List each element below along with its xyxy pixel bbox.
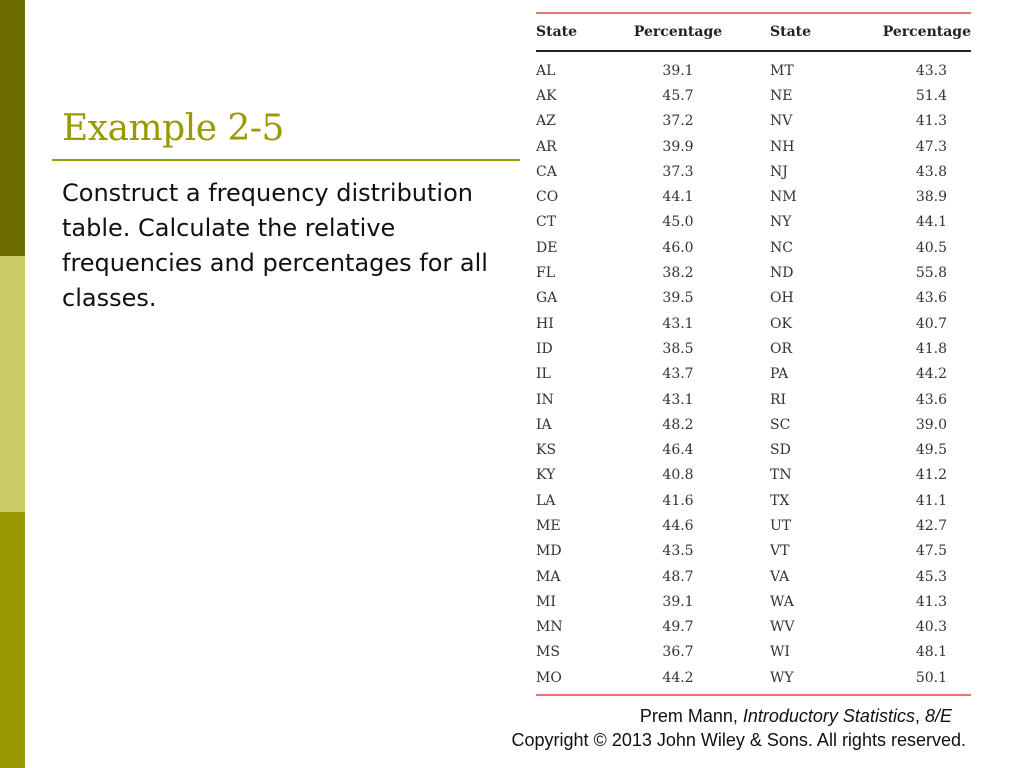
cell-state-2: RI bbox=[770, 391, 787, 408]
cell-percentage-2: 41.1 bbox=[915, 492, 947, 509]
cell-percentage-2: 41.8 bbox=[915, 340, 947, 357]
table-row bbox=[536, 539, 971, 564]
cell-state-2: NE bbox=[770, 87, 793, 104]
table-row bbox=[536, 387, 971, 412]
table-row bbox=[536, 362, 971, 387]
cell-percentage-1: 46.0 bbox=[662, 239, 694, 256]
table-row bbox=[536, 109, 971, 134]
cell-percentage-1: 37.2 bbox=[662, 113, 694, 130]
cell-state-1: GA bbox=[536, 290, 558, 307]
cell-percentage-2: 43.8 bbox=[915, 163, 947, 180]
cell-state-2: ND bbox=[770, 265, 794, 282]
cell-state-2: WY bbox=[770, 669, 794, 686]
cell-percentage-2: 43.6 bbox=[915, 290, 947, 307]
cell-percentage-2: 39.0 bbox=[915, 416, 947, 433]
cell-percentage-1: 38.5 bbox=[662, 340, 694, 357]
cell-state-1: DE bbox=[536, 239, 558, 256]
cell-state-2: NH bbox=[770, 138, 795, 155]
cell-percentage-2: 45.3 bbox=[915, 568, 947, 585]
cell-percentage-2: 47.5 bbox=[915, 543, 947, 560]
cell-state-1: MS bbox=[536, 644, 560, 661]
cell-percentage-2: 41.2 bbox=[915, 467, 947, 484]
cell-state-1: CA bbox=[536, 163, 557, 180]
table-row bbox=[536, 311, 971, 336]
cell-percentage-2: 51.4 bbox=[915, 87, 947, 104]
table-row bbox=[536, 564, 971, 589]
slide-body-text: Construct a frequency distribution table. Calculate the relative frequencies and percentages for all classes. bbox=[62, 179, 488, 312]
cell-percentage-1: 36.7 bbox=[662, 644, 694, 661]
cell-state-2: TN bbox=[770, 467, 792, 484]
cell-state-2: SC bbox=[770, 416, 791, 433]
cell-state-1: IL bbox=[536, 366, 551, 383]
cell-state-1: AL bbox=[536, 62, 556, 79]
table-row bbox=[536, 589, 971, 614]
table-row bbox=[536, 513, 971, 538]
cell-state-2: MT bbox=[770, 62, 794, 79]
cell-percentage-1: 43.1 bbox=[662, 391, 694, 408]
cell-state-1: KS bbox=[536, 442, 557, 459]
cell-state-1: FL bbox=[536, 265, 556, 282]
table-header-row bbox=[536, 14, 971, 51]
header-percentage-2: Percentage bbox=[784, 14, 971, 51]
table-row bbox=[536, 286, 971, 311]
side-bar-middle bbox=[0, 256, 25, 512]
cell-state-2: WV bbox=[770, 619, 795, 636]
cell-percentage-1: 39.5 bbox=[662, 290, 694, 307]
cell-percentage-1: 49.7 bbox=[662, 619, 694, 636]
cell-percentage-2: 49.5 bbox=[915, 442, 947, 459]
side-bar-bottom bbox=[0, 512, 25, 768]
cell-state-2: TX bbox=[770, 492, 790, 509]
table-row bbox=[536, 134, 971, 159]
cell-state-2: NC bbox=[770, 239, 793, 256]
cell-percentage-2: 50.1 bbox=[915, 669, 947, 686]
state-percentage-table bbox=[536, 14, 971, 690]
table-row bbox=[536, 210, 971, 235]
cell-percentage-2: 40.3 bbox=[915, 619, 947, 636]
cell-state-2: NM bbox=[770, 189, 797, 206]
header-state-2: State bbox=[724, 14, 784, 51]
cell-percentage-2: 41.3 bbox=[915, 593, 947, 610]
credit-footer bbox=[512, 704, 966, 752]
cell-state-2: PA bbox=[770, 366, 789, 383]
cell-percentage-1: 39.1 bbox=[662, 62, 694, 79]
cell-percentage-2: 55.8 bbox=[915, 265, 947, 282]
table-row bbox=[536, 488, 971, 513]
cell-state-1: AZ bbox=[536, 113, 556, 130]
header-state-1: State bbox=[536, 14, 632, 51]
cell-percentage-1: 41.6 bbox=[662, 492, 694, 509]
cell-percentage-2: 47.3 bbox=[915, 138, 947, 155]
cell-percentage-2: 40.5 bbox=[915, 239, 947, 256]
cell-percentage-1: 39.9 bbox=[662, 138, 694, 155]
cell-state-2: WA bbox=[770, 593, 794, 610]
cell-percentage-1: 38.2 bbox=[662, 265, 694, 282]
cell-state-1: MI bbox=[536, 593, 556, 610]
cell-percentage-2: 40.7 bbox=[915, 315, 947, 332]
table-row bbox=[536, 235, 971, 260]
table-row bbox=[536, 412, 971, 437]
cell-state-2: VT bbox=[770, 543, 790, 560]
credit-book: Introductory Statistics bbox=[742, 706, 915, 726]
cell-percentage-1: 39.1 bbox=[662, 593, 694, 610]
cell-percentage-1: 43.7 bbox=[662, 366, 694, 383]
cell-state-1: IA bbox=[536, 416, 552, 433]
table-row bbox=[536, 463, 971, 488]
table-row bbox=[536, 184, 971, 209]
cell-state-2: OH bbox=[770, 290, 794, 307]
side-bar-top bbox=[0, 0, 25, 256]
table-row bbox=[536, 665, 971, 690]
cell-percentage-1: 45.7 bbox=[662, 87, 694, 104]
cell-state-1: AK bbox=[536, 87, 557, 104]
cell-state-2: OK bbox=[770, 315, 792, 332]
title-underline bbox=[52, 159, 520, 161]
table-row bbox=[536, 159, 971, 184]
cell-percentage-2: 43.3 bbox=[915, 62, 947, 79]
cell-percentage-2: 38.9 bbox=[915, 189, 947, 206]
cell-state-2: NY bbox=[770, 214, 792, 231]
cell-percentage-1: 48.2 bbox=[662, 416, 694, 433]
data-table-container bbox=[536, 12, 971, 696]
cell-percentage-1: 37.3 bbox=[662, 163, 694, 180]
cell-percentage-2: 44.1 bbox=[915, 214, 947, 231]
cell-state-1: LA bbox=[536, 492, 556, 509]
cell-percentage-2: 42.7 bbox=[915, 517, 947, 534]
header-percentage-1: Percentage bbox=[632, 14, 724, 51]
cell-state-2: NJ bbox=[770, 163, 788, 180]
table-row bbox=[536, 437, 971, 462]
table-row bbox=[536, 336, 971, 361]
cell-percentage-2: 41.3 bbox=[915, 113, 947, 130]
cell-state-1: ME bbox=[536, 517, 561, 534]
cell-state-2: VA bbox=[770, 568, 790, 585]
cell-percentage-2: 43.6 bbox=[915, 391, 947, 408]
cell-percentage-1: 43.1 bbox=[662, 315, 694, 332]
cell-percentage-1: 44.1 bbox=[662, 189, 694, 206]
cell-state-1: IN bbox=[536, 391, 554, 408]
cell-state-1: CO bbox=[536, 189, 559, 206]
cell-state-2: SD bbox=[770, 442, 791, 459]
cell-state-1: CT bbox=[536, 214, 557, 231]
cell-percentage-1: 46.4 bbox=[662, 442, 694, 459]
table-row bbox=[536, 615, 971, 640]
credit-line-1 bbox=[512, 704, 952, 728]
cell-state-1: MA bbox=[536, 568, 561, 585]
cell-percentage-1: 44.2 bbox=[662, 669, 694, 686]
cell-state-1: MN bbox=[536, 619, 563, 636]
cell-state-1: ID bbox=[536, 340, 553, 357]
credit-author: Prem Mann, bbox=[639, 706, 743, 726]
table-row bbox=[536, 51, 971, 83]
cell-state-1: AR bbox=[536, 138, 557, 155]
cell-state-1: KY bbox=[536, 467, 556, 484]
cell-percentage-2: 48.1 bbox=[915, 644, 947, 661]
cell-percentage-1: 43.5 bbox=[662, 543, 694, 560]
cell-state-2: WI bbox=[770, 644, 790, 661]
table-row bbox=[536, 83, 971, 108]
credit-edition: 8/E bbox=[924, 706, 952, 726]
cell-state-2: NV bbox=[770, 113, 793, 130]
cell-state-2: OR bbox=[770, 340, 793, 357]
table-row bbox=[536, 640, 971, 665]
cell-percentage-1: 48.7 bbox=[662, 568, 694, 585]
cell-percentage-1: 40.8 bbox=[662, 467, 694, 484]
table-row bbox=[536, 260, 971, 285]
cell-percentage-1: 45.0 bbox=[662, 214, 694, 231]
cell-state-2: UT bbox=[770, 517, 792, 534]
cell-percentage-2: 44.2 bbox=[915, 366, 947, 383]
credit-copyright: Copyright © 2013 John Wiley & Sons. All rights reserved. bbox=[511, 730, 966, 750]
cell-percentage-1: 44.6 bbox=[662, 517, 694, 534]
cell-state-1: MD bbox=[536, 543, 562, 560]
table-bottom-rule bbox=[536, 694, 971, 696]
cell-state-1: HI bbox=[536, 315, 554, 332]
credit-sep: , bbox=[914, 706, 925, 726]
slide-title: Example 2-5 bbox=[62, 108, 284, 149]
cell-state-1: MO bbox=[536, 669, 562, 686]
